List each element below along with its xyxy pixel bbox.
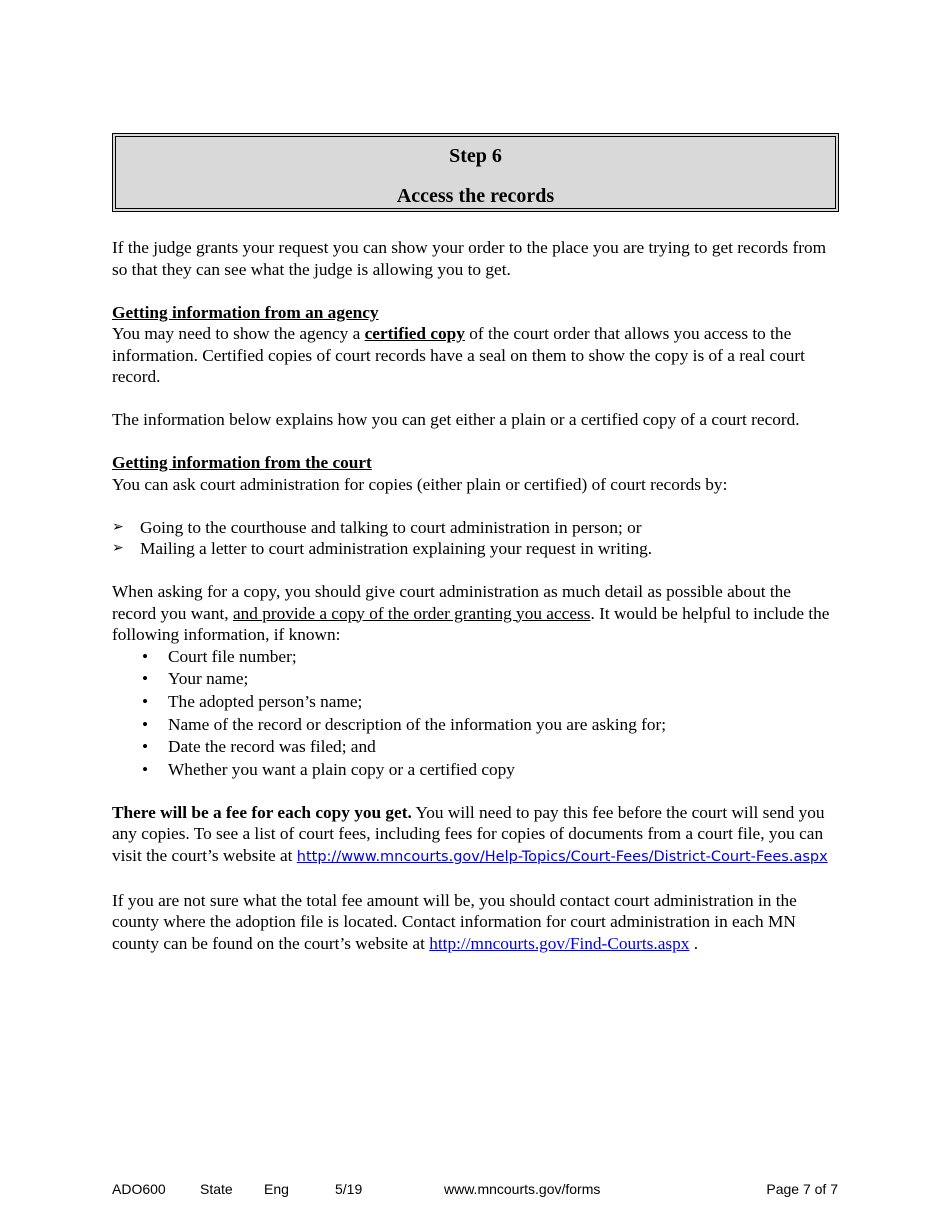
arrow-bullet-icon: ➢ bbox=[112, 540, 124, 556]
list-item: ➢ Going to the courthouse and talking to court administration in person; or bbox=[112, 517, 642, 537]
agency-heading: Getting information from an agency bbox=[112, 302, 379, 322]
page-number: Page 7 of 7 bbox=[766, 1181, 838, 1197]
document-body bbox=[112, 237, 839, 954]
list-item: ➢ Mailing a letter to court administration explaining your request in writing. bbox=[112, 539, 653, 558]
court-paragraph: You can ask court administration for copies (either plain or certified) of court records by: bbox=[112, 474, 728, 494]
footer-state: State bbox=[200, 1181, 233, 1197]
info-list bbox=[112, 646, 839, 782]
list-item: • Court file number; bbox=[112, 646, 839, 669]
footer-language: Eng bbox=[264, 1181, 289, 1197]
list-item: • Name of the record or description of the information you are asking for; bbox=[112, 714, 839, 737]
list-item: • Your name; bbox=[112, 668, 839, 691]
court-fees-link[interactable]: http://www.mncourts.gov/Help-Topics/Court-Fees/District-Court-Fees.aspx bbox=[296, 848, 828, 865]
certified-copy-term: certified copy bbox=[364, 324, 465, 343]
step-title: Access the records bbox=[396, 185, 555, 207]
contact-paragraph: If you are not sure what the total fee amount will be, you should contact court administration in the county where the adoption file is located. Contact information for court administration in each MN county can be found on the court’s website at http://mncourts.gov/Find-Courts.aspx . bbox=[112, 890, 797, 953]
methods-list bbox=[112, 517, 839, 560]
intro-paragraph: If the judge grants your request you can show your order to the place you are trying to get records from so that they can see what the judge is allowing you to get. bbox=[112, 238, 827, 279]
footer-date: 5/19 bbox=[335, 1181, 363, 1197]
footer-website: www.mncourts.gov/forms bbox=[444, 1181, 601, 1197]
agency-paragraph-2: The information below explains how you can get either a plain or a certified copy of a court record. bbox=[112, 410, 800, 429]
find-courts-link[interactable]: http://mncourts.gov/Find-Courts.aspx bbox=[429, 933, 690, 953]
request-details-paragraph: When asking for a copy, you should give court administration as much detail as possible about the record you want, and provide a copy of the order granting you access. It would be helpful to include the following information, if known: bbox=[112, 582, 830, 644]
step-header-box bbox=[112, 133, 839, 212]
fees-paragraph: There will be a fee for each copy you get. You will need to pay this fee before the court will send you any copies. To see a list of court fees, including fees for copies of documents from a court file, you can visit the court’s website at http://www.mncourts.gov/Help-Topics/Court-Fees/District-Court-Fees.aspx bbox=[112, 802, 828, 865]
list-item: • Whether you want a plain copy or a certified copy bbox=[112, 759, 839, 782]
list-item: • Date the record was filed; and bbox=[112, 736, 839, 759]
agency-paragraph: You may need to show the agency a certified copy of the court order that allows you access to the information. Certified copies of court records have a seal on them to show the copy is of a real court record. bbox=[112, 324, 805, 386]
order-copy-note: and provide a copy of the order granting you access bbox=[232, 603, 591, 623]
arrow-bullet-icon: ➢ bbox=[112, 518, 124, 535]
step-number: Step 6 bbox=[449, 145, 502, 167]
form-number: ADO600 bbox=[112, 1181, 166, 1197]
document-page bbox=[112, 133, 839, 953]
list-item: • The adopted person’s name; bbox=[112, 691, 839, 714]
fees-bold-note: There will be a fee for each copy you get. bbox=[112, 802, 412, 822]
court-heading: Getting information from the court bbox=[112, 453, 372, 472]
